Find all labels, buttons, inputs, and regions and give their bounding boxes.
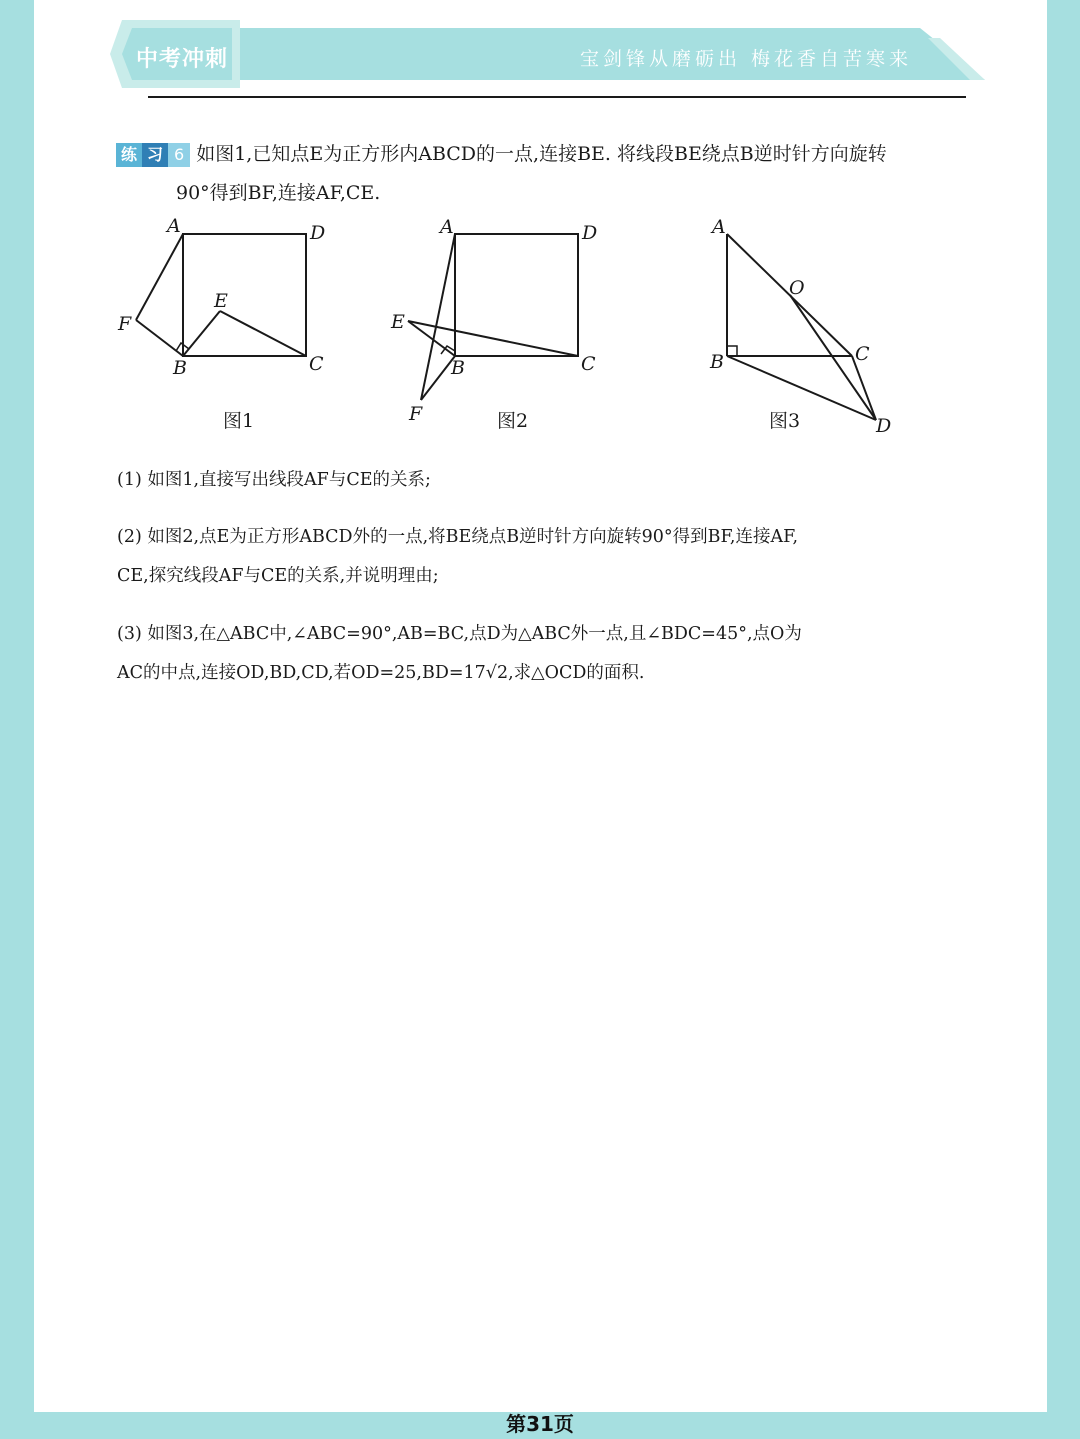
tag-part-1: 练 <box>116 143 142 167</box>
fig1-square <box>183 234 306 356</box>
stem-text-2: 90°得到BF,连接AF,CE. <box>176 182 381 204</box>
fig3-label-b: B <box>710 351 724 373</box>
fig2-label-b: B <box>451 357 465 379</box>
fig2-square <box>455 234 578 356</box>
figure-2 <box>408 234 578 400</box>
question-1 <box>117 461 967 500</box>
question-3-line-1: (3) 如图3,在△ABC中,∠ABC=90°,AB=BC,点D为△ABC外一点,且∠BDC=45°,点O为 <box>117 624 802 644</box>
fig1-label-f: F <box>118 313 132 335</box>
stem-text-1: 如图1,已知点E为正方形内ABCD的一点,连接BE. 将线段BE绕点B逆时针方向旋转 <box>196 143 887 165</box>
tag-part-2: 习 <box>142 143 168 167</box>
fig3-label-c: C <box>855 343 870 365</box>
fig2-label-f: F <box>409 403 423 425</box>
fig1-label-b: B <box>173 357 187 379</box>
fig3-right-angle <box>727 346 737 356</box>
header-motto: 宝剑锋从磨砺出 梅花香自苦寒来 <box>579 48 912 70</box>
fig3-label-d: D <box>876 415 892 437</box>
fig2-label-a: A <box>440 216 454 238</box>
question-2 <box>117 518 967 596</box>
figures-area <box>0 0 1080 460</box>
fig3-caption: 图3 <box>769 410 801 432</box>
fig2-label-c: C <box>581 353 596 375</box>
fig1-caption: 图1 <box>223 410 255 432</box>
fig3-label-o: O <box>789 277 805 299</box>
fig2-label-d: D <box>582 222 598 244</box>
question-1-line-1: (1) 如图1,直接写出线段AF与CE的关系; <box>117 470 431 490</box>
tag-number: 6 <box>168 143 190 167</box>
fig1-label-a: A <box>167 215 181 237</box>
fig2-caption: 图2 <box>497 410 529 432</box>
question-3-line-2: AC的中点,连接OD,BD,CD,若OD=25,BD=17√2,求△OCD的面积. <box>117 663 645 683</box>
question-2-line-2: CE,探究线段AF与CE的关系,并说明理由; <box>117 566 439 586</box>
fig1-segment-af <box>136 234 183 320</box>
fig1-segment-ec <box>220 311 306 356</box>
fig1-label-e: E <box>214 290 228 312</box>
fig1-label-d: D <box>310 222 326 244</box>
fig3-label-a: A <box>712 216 726 238</box>
fig2-segment-af <box>421 234 455 400</box>
page-number: 第31页 <box>506 1412 574 1436</box>
question-3 <box>117 615 967 693</box>
figure-3 <box>727 234 876 420</box>
header-badge: 中考冲刺 <box>136 47 229 72</box>
fig1-label-c: C <box>309 353 324 375</box>
fig2-label-e: E <box>391 311 405 333</box>
question-2-line-1: (2) 如图2,点E为正方形ABCD外的一点,将BE绕点B逆时针方向旋转90°得到BF,连接AF, <box>117 527 799 547</box>
